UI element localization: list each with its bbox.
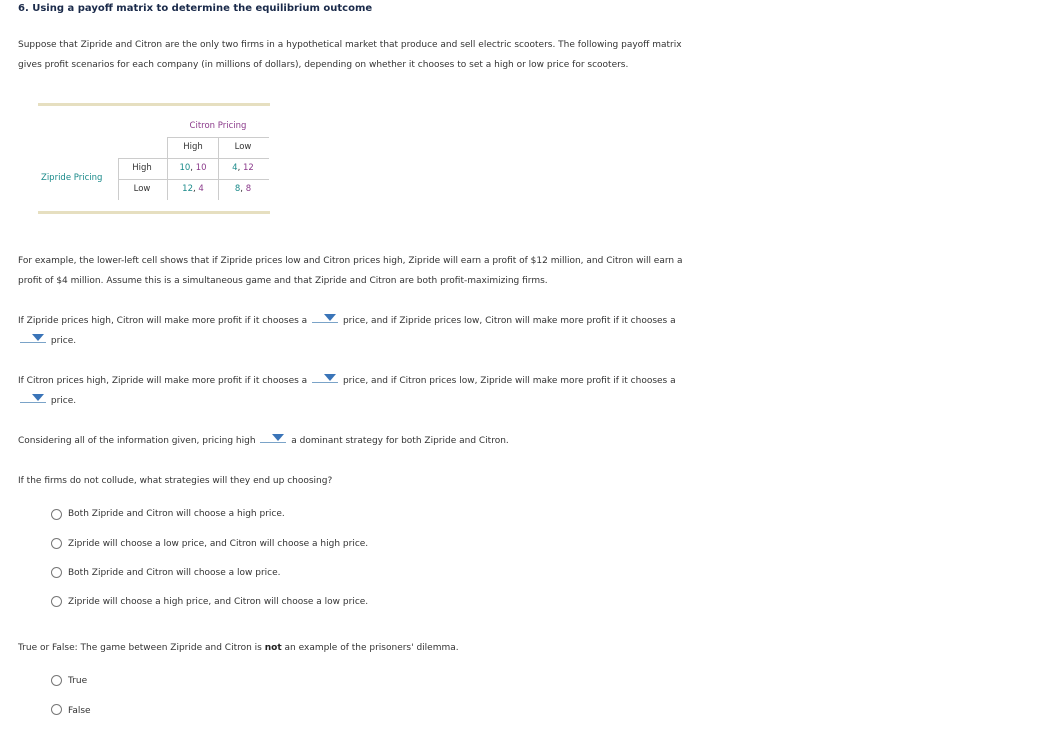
question-5: [18, 638, 459, 658]
strategy-option-3[interactable]: Both Zipride and Citron will choose a low price.: [68, 568, 281, 578]
dominant-strategy-dropdown[interactable]: [260, 431, 286, 443]
payoff-cell-high-high: 10, 10: [179, 163, 207, 173]
question-2-line-2: [18, 391, 76, 411]
emphasis-text: not: [264, 643, 282, 653]
zipride-payoff: 8: [234, 184, 241, 194]
radio-circle-icon[interactable]: [51, 596, 62, 607]
zipride-response-high-dropdown[interactable]: [312, 371, 338, 383]
zipride-payoff: 10: [179, 163, 191, 173]
example-line-1: For example, the lower-left cell shows that if Zipride prices low and Citron prices high, Zipride will earn a profit of $12 million, and Citron will earn a: [18, 256, 683, 266]
radio-circle-icon[interactable]: [51, 675, 62, 686]
false-option[interactable]: False: [68, 706, 91, 716]
question-text: price, and if Citron prices low, Zipride will make more profit if it chooses a: [342, 376, 676, 386]
question-2-line-1: [18, 371, 676, 391]
matrix-divider: [218, 137, 219, 200]
strategy-option-2[interactable]: Zipride will choose a low price, and Citron will choose a high price.: [68, 539, 369, 549]
triangle-down-icon: [32, 394, 44, 401]
question-1-line-2: [18, 331, 76, 351]
triangle-down-icon: [324, 314, 336, 321]
citron-payoff: 12: [243, 163, 254, 173]
zipride-response-low-dropdown[interactable]: [20, 391, 46, 403]
radio-circle-icon[interactable]: [51, 538, 62, 549]
radio-circle-icon[interactable]: [51, 509, 62, 520]
zipride-payoff: 12: [182, 184, 193, 194]
question-4: If the firms do not collude, what strategies will they end up choosing?: [18, 476, 333, 486]
citron-response-low-dropdown[interactable]: [20, 331, 46, 343]
question-text: True or False: The game between Zipride and Citron is: [18, 643, 262, 653]
question-3: [18, 431, 509, 451]
question-text: Considering all of the information given, pricing high: [18, 436, 256, 446]
question-text: If Citron prices high, Zipride will make more profit if it chooses a: [18, 376, 308, 386]
example-line-2: profit of $4 million. Assume this is a simultaneous game and that Zipride and Citron are both profit-maximizing firms.: [18, 276, 548, 286]
citron-payoff: 8: [245, 184, 252, 194]
zipride-payoff: 4: [232, 163, 238, 173]
question-text: an example of the prisoners' dilemma.: [284, 643, 459, 653]
true-option[interactable]: True: [68, 676, 88, 686]
matrix-divider: [167, 137, 168, 200]
matrix-divider: [167, 137, 269, 138]
strategy-option-1[interactable]: Both Zipride and Citron will choose a high price.: [68, 509, 285, 519]
col-label-low: Low: [234, 142, 252, 152]
payoff-cell-low-high: 12, 4: [182, 184, 204, 194]
triangle-down-icon: [272, 434, 284, 441]
col-label-high: High: [183, 142, 203, 152]
citron-payoff: 10: [195, 163, 207, 173]
question-text: price.: [50, 336, 77, 346]
row-label-high: High: [132, 163, 152, 173]
row-player-label: Zipride Pricing: [41, 173, 103, 183]
triangle-down-icon: [324, 374, 336, 381]
citron-response-high-dropdown[interactable]: [312, 311, 338, 323]
question-1-line-1: [18, 311, 676, 331]
question-text: price.: [50, 396, 77, 406]
matrix-divider: [118, 179, 269, 180]
page-title: 6. Using a payoff matrix to determine the equilibrium outcome: [18, 3, 373, 14]
payoff-cell-low-low: 8, 8: [234, 184, 252, 194]
radio-circle-icon[interactable]: [51, 704, 62, 715]
question-text: price, and if Zipride prices low, Citron will make more profit if it chooses a: [342, 316, 676, 326]
triangle-down-icon: [32, 334, 44, 341]
col-player-label: Citron Pricing: [189, 121, 247, 131]
citron-payoff: 4: [198, 184, 204, 194]
matrix-bottom-rule: [38, 211, 270, 214]
question-text: If Zipride prices high, Citron will make more profit if it chooses a: [18, 316, 308, 326]
matrix-top-rule: [38, 103, 270, 106]
intro-line-2: gives profit scenarios for each company (in millions of dollars), depending on whether it chooses to set a high or low price for scooters.: [18, 60, 629, 70]
strategy-option-4[interactable]: Zipride will choose a high price, and Citron will choose a low price.: [68, 597, 369, 607]
radio-circle-icon[interactable]: [51, 567, 62, 578]
payoff-cell-high-low: 4, 12: [232, 163, 254, 173]
row-label-low: Low: [133, 184, 151, 194]
question-text: a dominant strategy for both Zipride and Citron.: [291, 436, 509, 446]
intro-line-1: Suppose that Zipride and Citron are the only two firms in a hypothetical market that produce and sell electric scooters. The following payoff matrix: [18, 40, 682, 50]
matrix-divider: [118, 158, 269, 159]
